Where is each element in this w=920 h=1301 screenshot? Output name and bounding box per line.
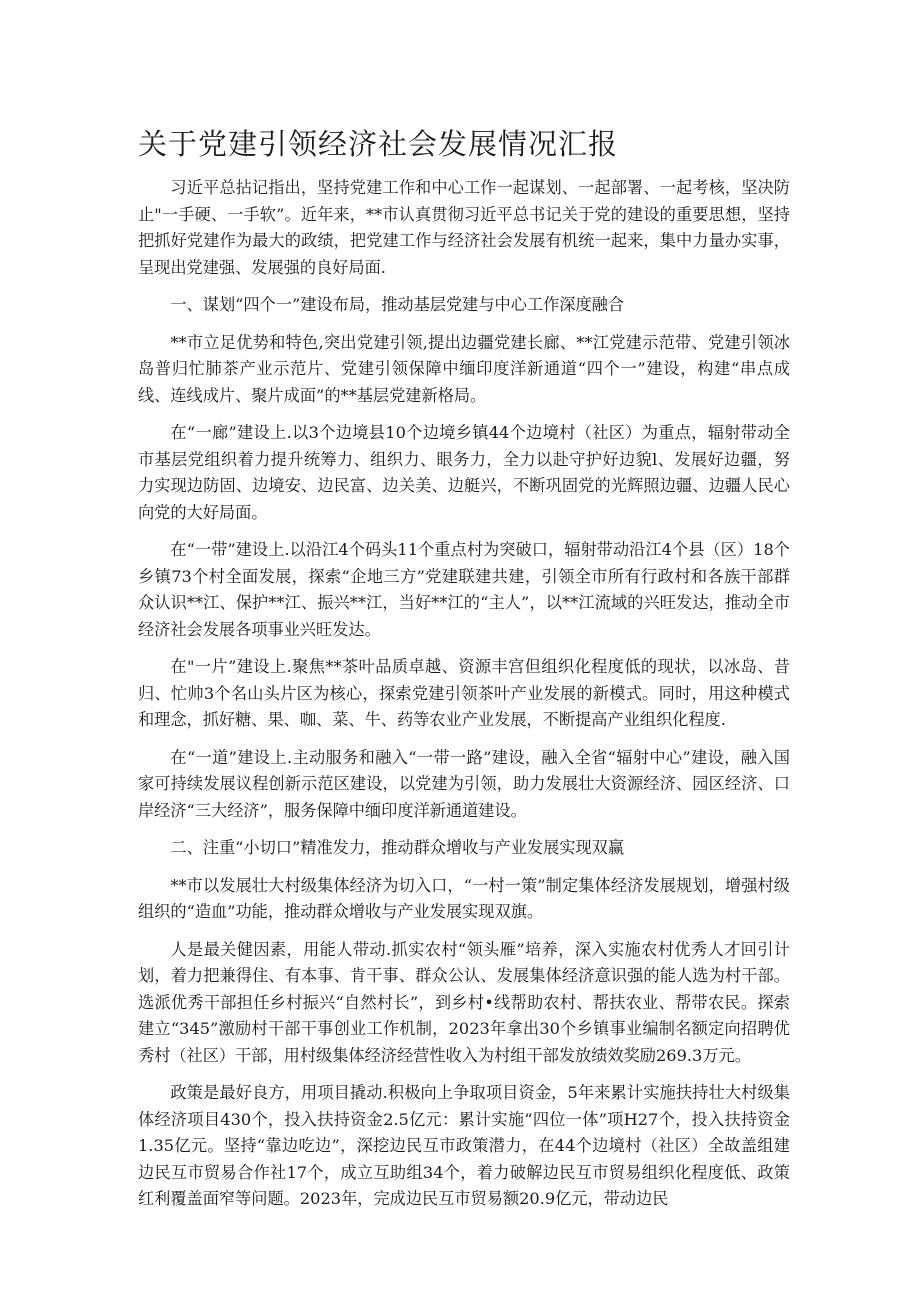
body-paragraph: **市以发展壮大村级集体经济为切入口，“一村一策”制定集体经济发展规划，增强村级组织的“造血”功能，推动群众增收与产业发展实现双旗。 <box>138 875 790 921</box>
body-paragraph: 在"一片”建设上.聚焦**茶叶品质卓越、资源丰宫但组织化程度低的现状，以冰岛、昔归、忙帅3个名山头片区为核心，探索党建引领茶叶产业发展的新模式。同时，用这种模式和理念，抓好糖、果、咖、菜、牛、药等农业产业发展，不断提高产业组织化程度. <box>138 657 790 729</box>
intro-paragraph: 习近平总拈记指出，坚持党建工作和中心工作一起谋划、一起部署、一起考核，坚决防止"一手硬、一手软”。近年来，**市认真贯彻习近平总书记关于党的建设的重要思想，坚持把抓好党建作为最大的政绩，把党建工作与经济社会发展有机统一起来，集中力量办实事，呈现出党建强、发展强的良好局面. <box>138 178 790 277</box>
body-paragraph: 人是最关健因素，用能人带动.抓实农村“领头雁”培养，深入实施农村优秀人才回引计划，着力把兼得住、有本事、肯干事、群众公认、发展集体经济意识强的能人选为村干部。选派优秀干部担任乡村振兴“自然村长”，到乡村•线帮助农村、帮扶农业、帮带农民。探索建立“345”激励村干部干事创业工作机制，2023年拿出30个乡镇事业编制名额定向招聘优秀村（社区）干部，用村级集体经济经营性收入为村组干部发放绩效奖励269.3万元。 <box>138 939 790 1065</box>
section-heading-1: 一、谋划“四个一”建设布局，推动基层党建与中心工作深度融合 <box>170 295 625 314</box>
body-paragraph: 在“一带”建设上.以沿江4个码头11个重点村为突破口，辐射带动沿江4个县（区）18个乡镇73个村全面发展，探索“企地三方”党建联建共建，引领全市所有行政村和各族干部群众认识**江、保护**江、振兴**江，当好**江的“主人”，以**江流域的兴旺发达，推动全市经济社会发展各项事业兴旺发达。 <box>138 540 790 639</box>
body-paragraph: 政策是最好良方，用项目撬动.积极向上争取项目资金，5年来累计实施扶持壮大村级集体经济项目430个，投入扶持资金2.5亿元：累计实施“四位一体”项H27个，投入扶持资金1.35亿元。坚持“靠边吃边”，深挖边民互市政策潜力，在44个边境村（社区）全故盖组建边民互市贸易合作社17个，成立互助组34个，着力破解边民互市贸易组织化程度低、政策红利覆盖面窄等问题。2023年，完成边民互市贸易额20.9亿元，带动边民 <box>138 1083 790 1208</box>
body-paragraph: **市立足优势和特色,突出党建引领,提出边疆党建长廊、**江党建示范带、党建引领冰岛普归忙肺茶产业示范片、党建引领保障中缅印度洋新通道“四个一”建设，构建“串点成线、连线成片、聚片成面”的**基层党建新格局。 <box>138 332 790 405</box>
body-paragraph: 在“一廊”建设上.以3个边境县10个边境乡镇44个边境村（社区）为重点，辐射带动全市基层党组织着力提升统筹力、组织力、眼务力，全力以赴守护好边貌l、发展好边疆，努力实现边防固、边境安、边民富、边关美、边艇兴，不断巩固党的光辉照边疆、边疆人民心向党的大好局面。 <box>138 423 790 522</box>
section-heading-2: 二、注重“小切口”精准发力，推动群众增收与产业发展实现双赢 <box>170 838 625 857</box>
body-paragraph: 在“一道”建设上.主动服务和融入“一带一路”建设，融入全省“辐射中心”建设，融入国家可持续发展议程创新示范区建设，以党建为引领，助力发展壮大资源经济、园区经济、口岸经济“三大经济”，服务保障中缅印度洋新通道建设。 <box>138 747 790 820</box>
document-body <box>138 175 790 1224</box>
document-title: 关于党建引领经济社会发展情况汇报 <box>138 127 619 161</box>
